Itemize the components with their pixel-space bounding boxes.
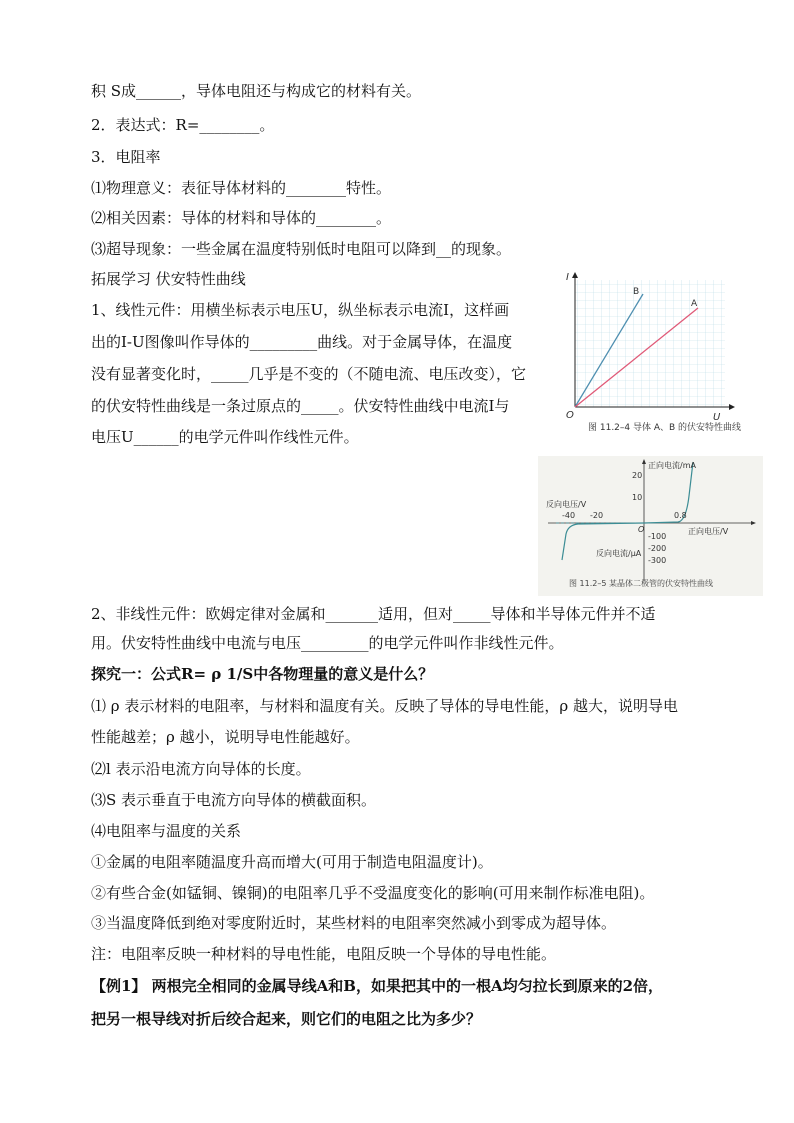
y-axis-arrow	[572, 272, 578, 278]
text-line-5: ⑵相关因素：导体的材料和导体的________。	[91, 209, 392, 227]
text-line-nonlinear-1: 2、非线性元件：欧姆定律对金属和_______适用，但对_____导体和半导体元件并不适	[91, 605, 656, 623]
diode-x-neg-label: 反向电压/V	[546, 500, 587, 509]
text-line-temp-1: ①金属的电阻率随温度升高而增大(可用于制造电阻温度计)。	[91, 853, 493, 871]
text-line-area: ⑶S 表示垂直于电流方向导体的横截面积。	[91, 791, 377, 809]
section-heading-extension: 拓展学习 伏安特性曲线	[91, 270, 246, 288]
diode-curve-figure	[538, 456, 763, 596]
x-axis-arrow	[729, 404, 735, 410]
diode-y-tick-neg100: -100	[648, 532, 667, 541]
iu-graph-figure	[553, 268, 738, 438]
text-line-1: 积 S成______，导体电阻还与构成它的材料有关。	[91, 82, 422, 100]
axis-label-i: I	[566, 272, 569, 283]
diode-x-tick-08: 0.8	[674, 511, 687, 520]
diode-y-arrow	[642, 459, 646, 464]
section-heading-explore: 探究一：公式R= ρ 1/S中各物理量的意义是什么？	[91, 665, 434, 683]
text-line-temp-2: ②有些合金(如锰铜、镍铜)的电阻率几乎不受温度变化的影响(可用来制作标准电阻)。	[91, 884, 655, 902]
diode-x-arrow	[751, 521, 756, 525]
line-a-label: A	[691, 299, 698, 309]
example-1-line-1: 【例1】 两根完全相同的金属导线A和B，如果把其中的一根A均匀拉长到原来的2倍，	[91, 977, 664, 995]
diode-origin: O	[638, 525, 645, 534]
text-line-linear-2: 出的I-U图像叫作导体的_________曲线。对于金属导体，在温度	[91, 333, 513, 351]
diode-x-tick-neg40: -40	[562, 511, 576, 520]
text-line-linear-1: 1、线性元件：用横坐标表示电压U，纵坐标表示电流I，这样画	[91, 301, 510, 319]
diode-y-tick-10: 10	[632, 493, 643, 502]
text-line-rho-2: 性能越差；ρ 越小，说明导电性能越好。	[91, 728, 360, 746]
text-line-nonlinear-2: 用。伏安特性曲线中电流与电压_________的电学元件叫作非线性元件。	[91, 634, 564, 652]
text-line-linear-4: 的伏安特性曲线是一条过原点的_____。伏安特性曲线中电流I与	[91, 397, 510, 415]
axis-label-u: U	[713, 412, 721, 423]
text-line-6: ⑶超导现象：一些金属在温度特别低时电阻可以降到__的现象。	[91, 240, 512, 258]
diode-y-tick-20: 20	[632, 471, 643, 480]
text-line-rho-1: ⑴ ρ 表示材料的电阻率，与材料和温度有关。反映了导体的导电性能，ρ 越大，说明导电	[91, 697, 678, 715]
text-line-note: 注：电阻率反映一种材料的导电性能，电阻反映一个导体的导电性能。	[91, 945, 557, 963]
diode-x-tick-neg20: -20	[590, 511, 604, 520]
origin-label: O	[566, 410, 574, 421]
figure-1-caption: 图 11.2–4 导体 A、B 的伏安特性曲线	[588, 423, 742, 433]
text-line-length: ⑵l 表示沿电流方向导体的长度。	[91, 760, 311, 778]
figure-2-caption: 图 11.2–5 某晶体二极管的伏安特性曲线	[569, 579, 713, 588]
text-line-temp-3: ③当温度降低到绝对零度附近时，某些材料的电阻率突然减小到零成为超导体。	[91, 914, 617, 932]
diode-y-neg-label: 反向电流/μA	[596, 549, 642, 558]
text-line-linear-5: 电压U______的电学元件叫作线性元件。	[91, 428, 359, 446]
line-b-label: B	[633, 287, 640, 297]
diode-y-pos-label: 正向电流/mA	[648, 461, 696, 470]
text-line-3: 3．电阻率	[91, 148, 161, 166]
diode-y-tick-neg200: -200	[648, 544, 667, 553]
graph-grid	[575, 280, 725, 407]
text-line-2: 2．表达式：R=________。	[91, 116, 275, 134]
example-1-line-2: 把另一根导线对折后绞合起来，则它们的电阻之比为多少？	[91, 1010, 482, 1028]
text-line-linear-3: 没有显著变化时，_____几乎是不变的（不随电流、电压改变），它	[91, 365, 527, 383]
text-line-temp: ⑷电阻率与温度的关系	[91, 822, 242, 840]
diode-y-tick-neg300: -300	[648, 556, 667, 565]
diode-x-pos-label: 正向电压/V	[688, 527, 729, 536]
text-line-4: ⑴物理意义：表征导体材料的________特性。	[91, 179, 392, 197]
